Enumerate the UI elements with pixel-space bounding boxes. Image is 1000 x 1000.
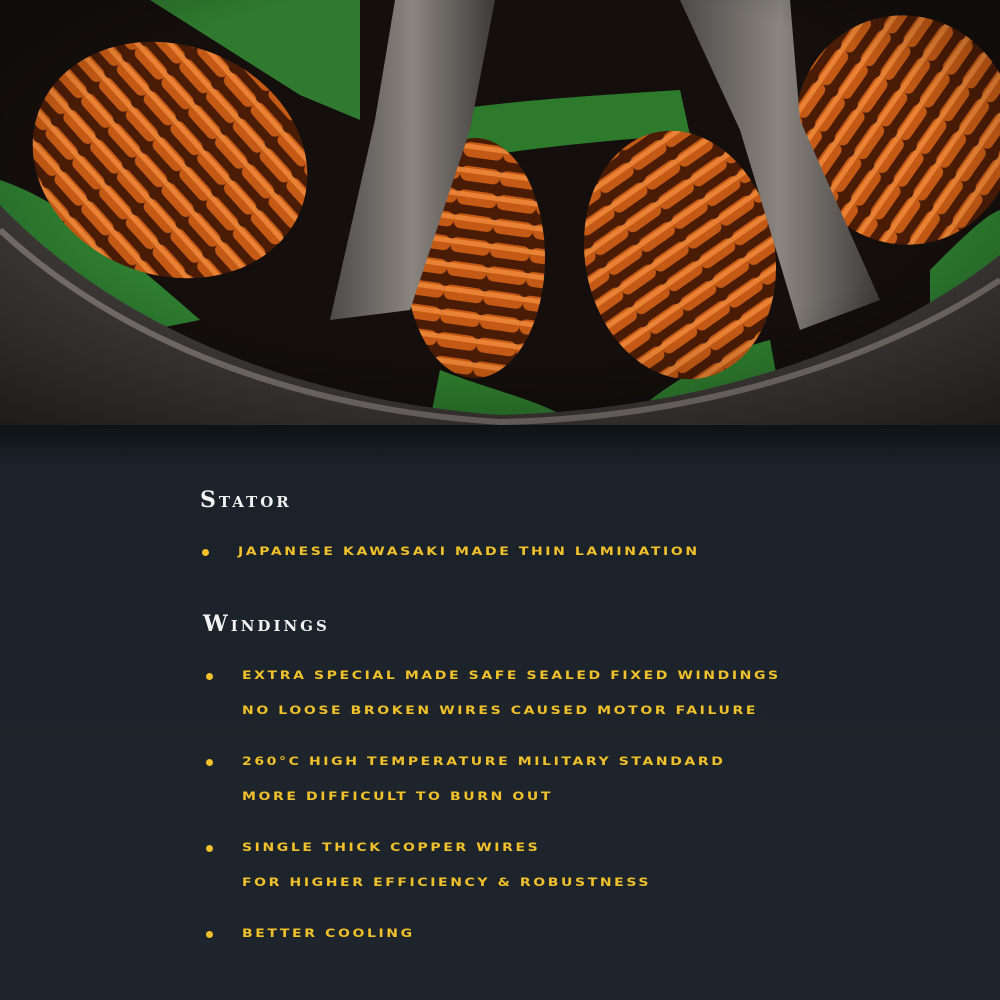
windings-item-2-line-2: MORE DIFFICULT TO BURN OUT <box>242 790 554 804</box>
bullet-icon <box>206 931 213 938</box>
bullet-icon <box>206 759 213 766</box>
windings-item-4-line-1: BETTER COOLING <box>242 927 415 941</box>
bullet-icon <box>206 673 213 680</box>
windings-heading: Windings <box>203 611 330 637</box>
windings-item-3-line-1: SINGLE THICK COPPER WIRES <box>242 841 541 855</box>
stator-item-1-line-1: JAPANESE KAWASAKI MADE THIN LAMINATION <box>238 545 700 559</box>
bullet-icon <box>206 845 213 852</box>
windings-item-3-line-2: FOR HIGHER EFFICIENCY & ROBUSTNESS <box>242 876 652 890</box>
spec-panel <box>0 425 1000 1000</box>
stator-windings-photo <box>0 0 1000 425</box>
windings-item-2-line-1: 260°C HIGH TEMPERATURE MILITARY STANDARD <box>242 755 726 769</box>
windings-item-1-line-1: EXTRA SPECIAL MADE SAFE SEALED FIXED WINDINGS <box>242 669 781 683</box>
stator-heading: Stator <box>200 487 292 513</box>
bullet-icon <box>202 549 209 556</box>
windings-item-1-line-2: NO LOOSE BROKEN WIRES CAUSED MOTOR FAILURE <box>242 704 759 718</box>
motor-stator-coils-photo <box>0 0 1000 425</box>
